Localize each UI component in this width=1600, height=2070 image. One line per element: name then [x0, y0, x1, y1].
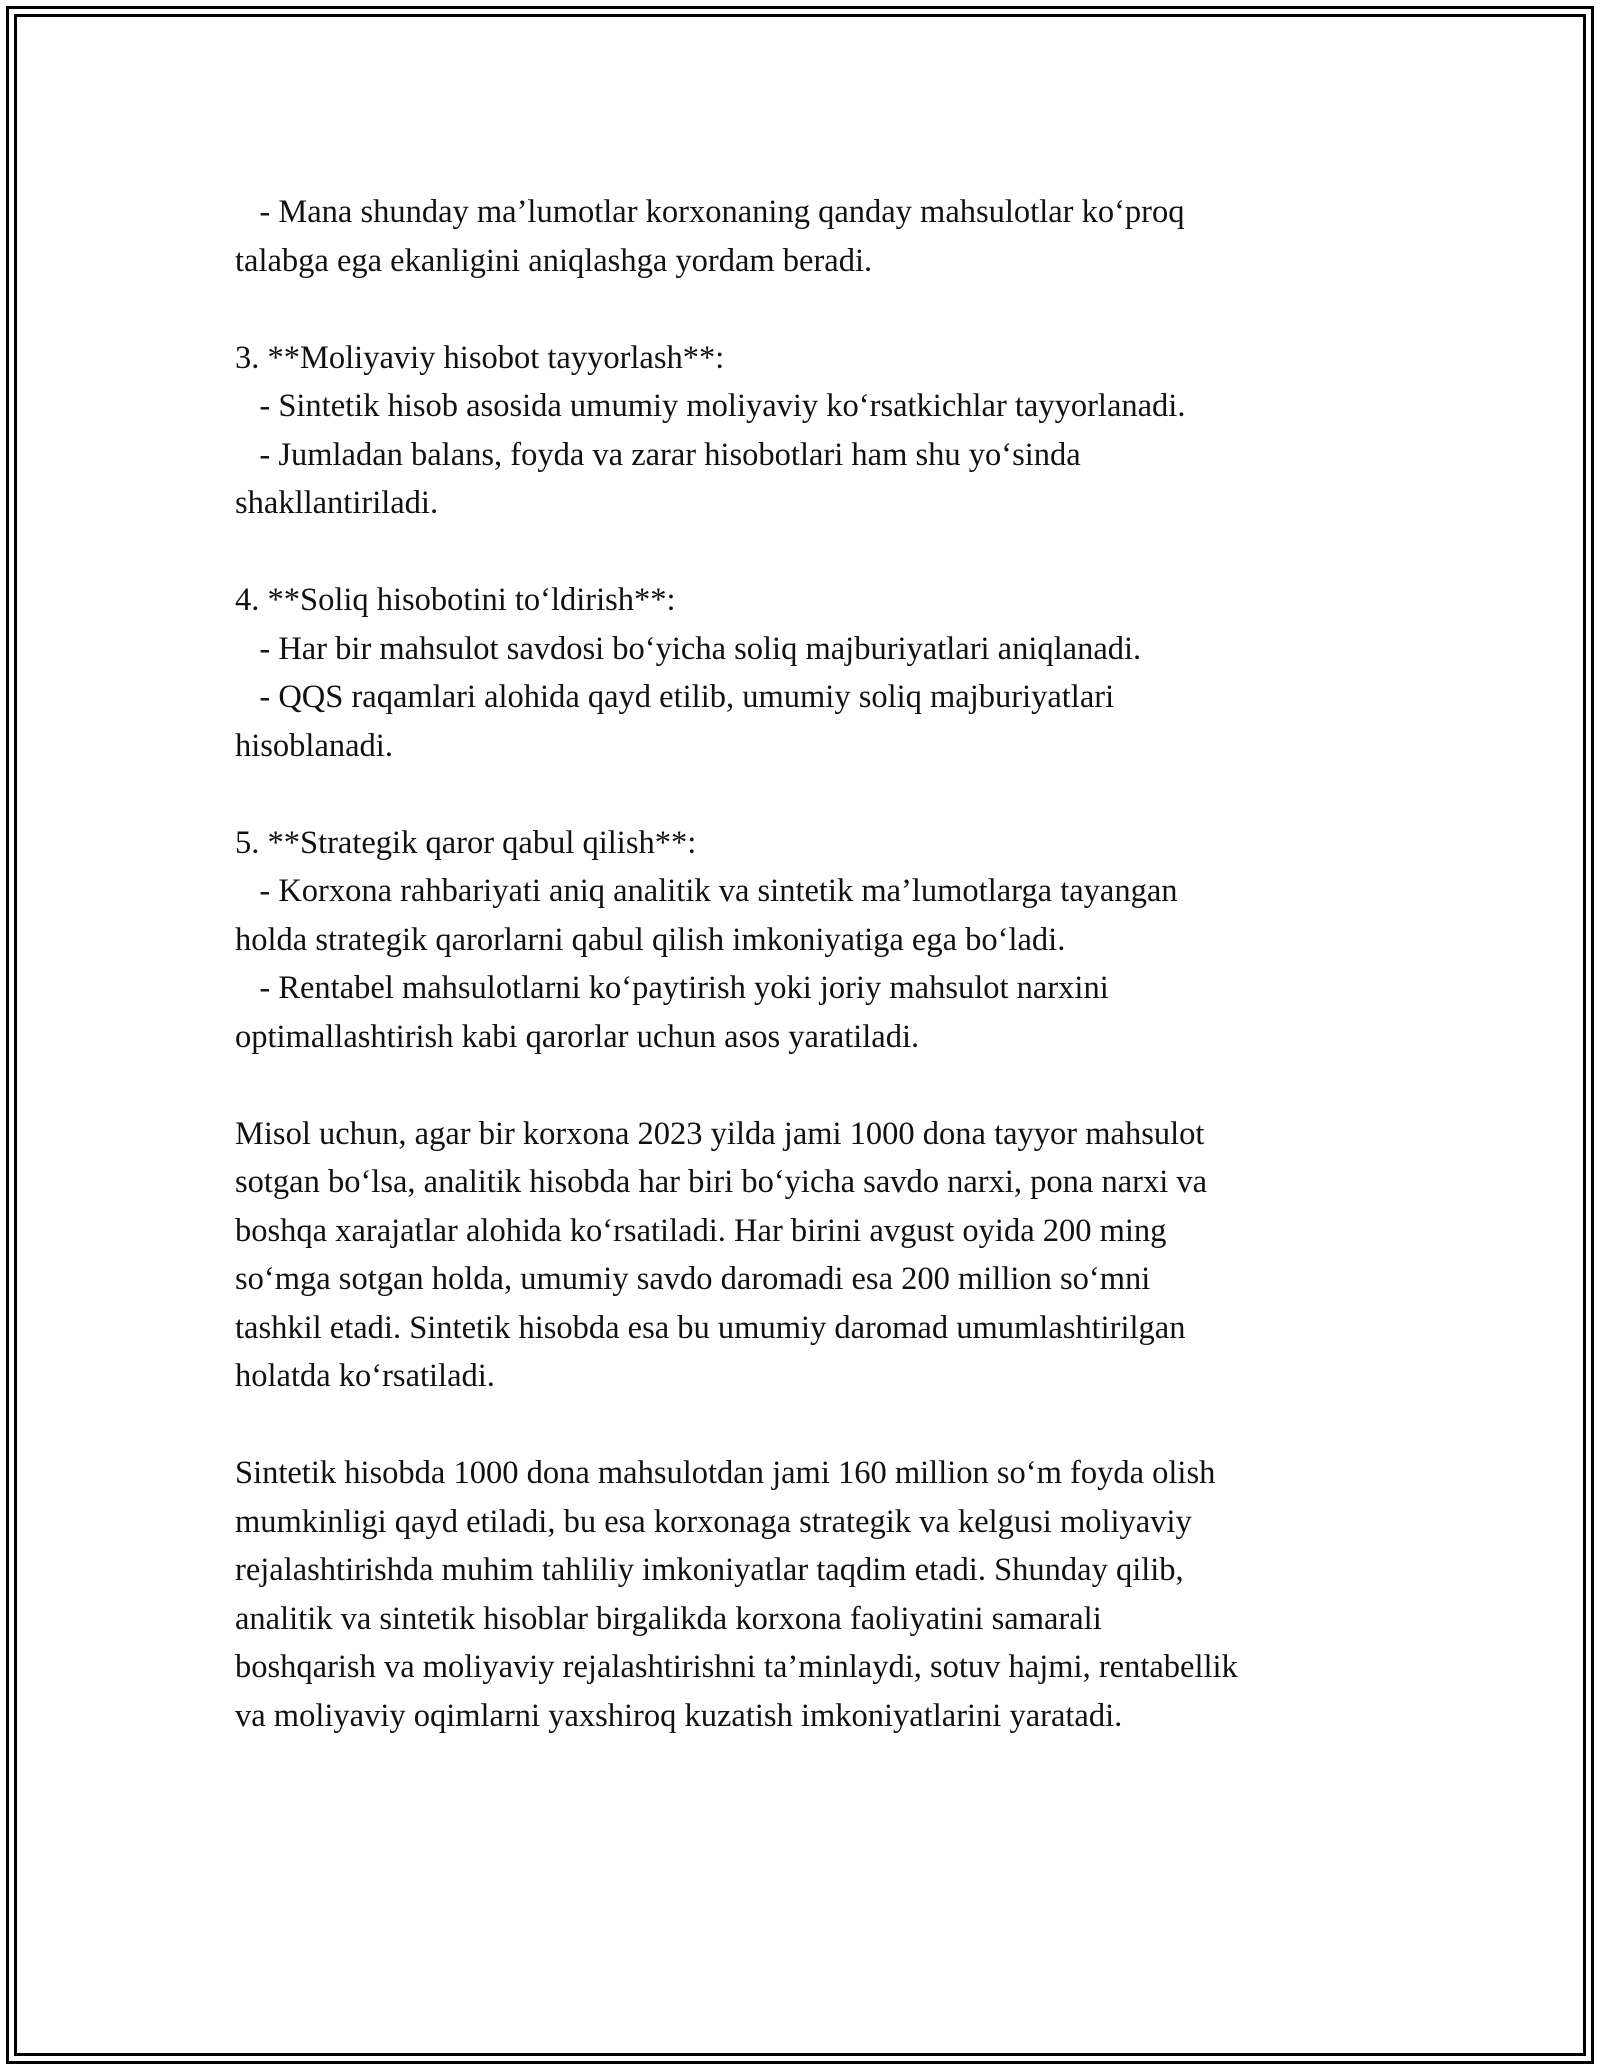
- text-line: talabga ega ekanligini aniqlashga yordam beradi.: [235, 242, 873, 279]
- text-line: so‘mga sotgan holda, umumiy savdo daromadi esa 200 million so‘mni: [235, 1261, 1151, 1297]
- text-line: - Sintetik hisob asosida umumiy moliyaviy ko‘rsatkichlar tayyorlanadi.: [235, 388, 1186, 424]
- text-line: - Mana shunday ma’lumotlar korxonaning qanday mahsulotlar ko‘proq: [235, 194, 1185, 230]
- text-line: - Korxona rahbariyati aniq analitik va sintetik ma’lumotlarga tayangan: [235, 873, 1178, 909]
- text-line: Misol uchun, agar bir korxona 2023 yilda jami 1000 dona tayyor mahsulot: [235, 1115, 1205, 1152]
- text-line: boshqarish va moliyaviy rejalashtirishni ta’minlaydi, sotuv hajmi, rentabellik: [235, 1649, 1238, 1685]
- text-line: mumkinligi qayd etiladi, bu esa korxonaga strategik va kelgusi moliyaviy: [235, 1503, 1192, 1540]
- text-line: - Rentabel mahsulotlarni ko‘paytirish yoki joriy mahsulot narxini: [235, 970, 1109, 1006]
- paragraph-spacer: [235, 285, 1375, 334]
- text-line: sotgan bo‘lsa, analitik hisobda har biri bo‘yicha savdo narxi, pona narxi va: [235, 1164, 1208, 1200]
- paragraph-tax-report: [235, 576, 1375, 770]
- text-line: holda strategik qarorlarni qabul qilish imkoniyatiga ega bo‘ladi.: [235, 921, 1066, 958]
- text-line: boshqa xarajatlar alohida ko‘rsatiladi. Har birini avgust oyida 200 ming: [235, 1212, 1167, 1249]
- list-heading: 5. **Strategik qaror qabul qilish**:: [235, 824, 697, 861]
- text-line: holatda ko‘rsatiladi.: [235, 1358, 495, 1394]
- paragraph-product-demand: [235, 188, 1375, 285]
- text-line: - Jumladan balans, foyda va zarar hisobotlari ham shu yo‘sinda: [235, 436, 1081, 473]
- text-line: tashkil etadi. Sintetik hisobda esa bu umumiy daromad umumlashtirilgan: [235, 1309, 1186, 1346]
- paragraph-spacer: [235, 770, 1375, 819]
- paragraph-strategic-decision: [235, 819, 1375, 1062]
- document-body: [235, 188, 1375, 1740]
- text-line: - QQS raqamlari alohida qayd etilib, umumiy soliq majburiyatlari: [235, 679, 1115, 715]
- text-line: analitik va sintetik hisoblar birgalikda korxona faoliyatini samarali: [235, 1600, 1102, 1637]
- paragraph-spacer: [235, 1061, 1375, 1110]
- text-line: hisoblanadi.: [235, 727, 393, 764]
- text-line: Sintetik hisobda 1000 dona mahsulotdan jami 160 million so‘m foyda olish: [235, 1455, 1216, 1491]
- text-line: optimallashtirish kabi qarorlar uchun asos yaratiladi.: [235, 1018, 920, 1055]
- paragraph-financial-report: [235, 334, 1375, 528]
- list-heading: 3. **Moliyaviy hisobot tayyorlash**:: [235, 339, 725, 376]
- text-line: va moliyaviy oqimlarni yaxshiroq kuzatish imkoniyatlarini yaratadi.: [235, 1697, 1123, 1734]
- text-line: rejalashtirishda muhim tahliliy imkoniyatlar taqdim etadi. Shunday qilib,: [235, 1552, 1184, 1588]
- paragraph-spacer: [235, 1401, 1375, 1450]
- paragraph-example: [235, 1110, 1375, 1401]
- text-line: - Har bir mahsulot savdosi bo‘yicha soliq majburiyatlari aniqlanadi.: [235, 630, 1142, 667]
- text-line: shakllantiriladi.: [235, 485, 439, 521]
- paragraph-conclusion: [235, 1449, 1375, 1740]
- paragraph-spacer: [235, 528, 1375, 577]
- list-heading: 4. **Soliq hisobotini to‘ldirish**:: [235, 582, 676, 618]
